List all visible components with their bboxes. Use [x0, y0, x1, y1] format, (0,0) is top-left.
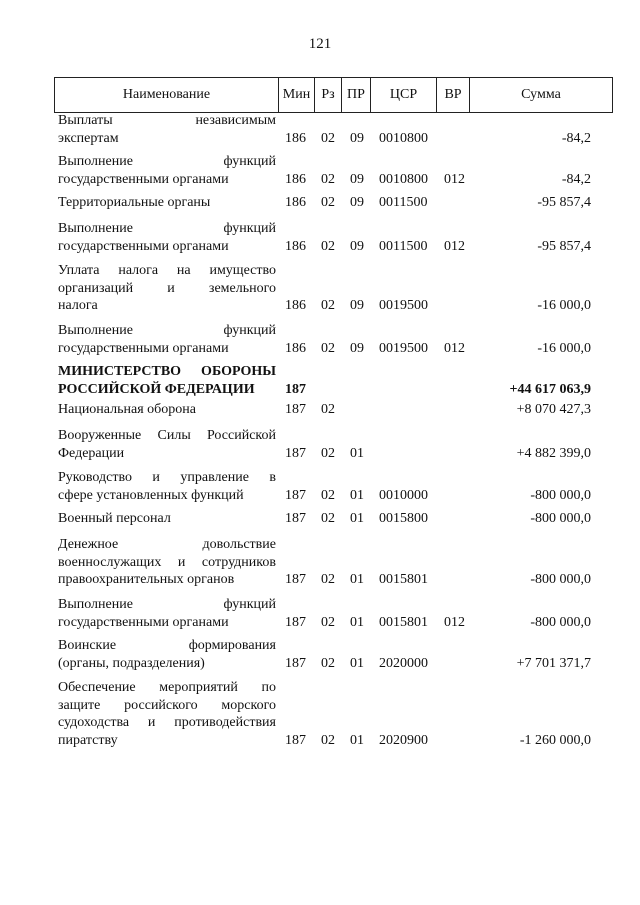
row-min: 187	[285, 511, 306, 526]
table-row	[54, 363, 613, 398]
row-csr: 0019500	[379, 298, 428, 313]
row-pr: 09	[350, 195, 364, 210]
row-sum: -95 857,4	[537, 238, 591, 254]
row-name-line: Выполнение функций	[58, 221, 276, 236]
row-min: 187	[285, 614, 306, 630]
row-name	[58, 536, 276, 589]
row-rz: 02	[321, 572, 335, 587]
row-pr: 01	[350, 655, 364, 671]
table-row	[54, 637, 613, 672]
page-number: 121	[308, 36, 332, 52]
row-rz: 02	[321, 655, 335, 671]
row-rz: 02	[321, 238, 335, 254]
row-name-line: Денежное довольствие	[58, 537, 276, 552]
row-csr: 0010000	[379, 487, 428, 503]
row-name	[58, 153, 276, 188]
row-rz: 02	[321, 511, 335, 526]
table-row	[54, 401, 613, 419]
row-min: 187	[285, 655, 306, 671]
row-sum: +4 882 399,0	[516, 445, 591, 461]
row-name	[58, 596, 276, 631]
row-pr: 09	[350, 171, 364, 187]
row-name	[58, 363, 276, 398]
row-name-line: Руководство и управление в	[58, 470, 276, 485]
row-min: 187	[285, 572, 306, 587]
row-pr: 01	[350, 614, 364, 630]
row-rz: 02	[321, 732, 335, 748]
row-name-line: экспертам	[58, 130, 119, 146]
row-csr: 2020900	[379, 732, 428, 748]
row-csr: 0015801	[379, 572, 428, 587]
table-header	[54, 77, 613, 113]
row-name-line: государственными органами	[58, 614, 229, 630]
row-rz: 02	[321, 171, 335, 187]
row-name-line: Национальная оборона	[58, 402, 196, 417]
row-sum: -84,2	[561, 171, 591, 187]
row-sum: -1 260 000,0	[519, 732, 591, 748]
header-name: Наименование	[55, 78, 279, 112]
row-name-line: Территориальные органы	[58, 195, 211, 210]
header-pr: ПР	[342, 78, 371, 112]
row-name-line: Федерации	[58, 445, 125, 461]
row-name	[58, 322, 276, 357]
row-pr: 09	[350, 130, 364, 146]
row-min: 186	[285, 171, 306, 187]
row-vr: 012	[444, 340, 465, 356]
row-name	[58, 220, 276, 255]
row-name	[58, 262, 276, 315]
row-name-line: Выплаты независимым	[58, 113, 276, 128]
row-sum: -95 857,4	[537, 195, 591, 210]
header-vr: ВР	[437, 78, 470, 112]
row-pr: 01	[350, 511, 364, 526]
row-min: 187	[285, 381, 306, 397]
row-pr: 09	[350, 340, 364, 356]
row-vr: 012	[444, 171, 465, 187]
table-row	[54, 194, 613, 212]
row-name-line: Выполнение функций	[58, 323, 276, 338]
row-name-line: (органы, подразделения)	[58, 655, 205, 671]
row-name-line: организаций и земельного	[58, 280, 276, 296]
table-row	[54, 469, 613, 504]
row-rz: 02	[321, 340, 335, 356]
row-sum: +7 701 371,7	[516, 655, 591, 671]
row-name	[58, 637, 276, 672]
row-name	[58, 469, 276, 504]
table-row	[54, 596, 613, 631]
row-name-line: военнослужащих и сотрудников	[58, 554, 276, 570]
row-name-line: правоохранительных органов	[58, 572, 235, 587]
row-name-line: Вооруженные Силы Российской	[58, 428, 276, 443]
table-row	[54, 220, 613, 255]
row-name-line: Воинские формирования	[58, 638, 276, 653]
row-sum: +44 617 063,9	[509, 381, 591, 397]
row-name-line: Уплата налога на имущество	[58, 263, 276, 278]
table-row	[54, 322, 613, 357]
header-rz: Рз	[315, 78, 342, 112]
table-row	[54, 679, 613, 749]
row-csr: 0015801	[379, 614, 428, 630]
table-row	[54, 510, 613, 528]
table-row	[54, 427, 613, 462]
row-csr: 0011500	[379, 238, 428, 254]
row-min: 187	[285, 487, 306, 503]
row-name-line: государственными органами	[58, 340, 229, 356]
row-pr: 01	[350, 445, 364, 461]
row-name-line: пиратству	[58, 732, 118, 748]
table-row	[54, 112, 613, 147]
row-min: 187	[285, 445, 306, 461]
header-csr: ЦСР	[371, 78, 437, 112]
row-pr: 01	[350, 732, 364, 748]
row-rz: 02	[321, 298, 335, 313]
row-rz: 02	[321, 445, 335, 461]
row-sum: -16 000,0	[537, 340, 591, 356]
row-name	[58, 401, 276, 419]
row-min: 186	[285, 130, 306, 146]
row-sum: -84,2	[561, 130, 591, 146]
row-csr: 2020000	[379, 655, 428, 671]
row-sum: -800 000,0	[530, 487, 591, 503]
row-name-line: РОССИЙСКОЙ ФЕДЕРАЦИИ	[58, 381, 255, 397]
row-name-line: Военный персонал	[58, 511, 171, 526]
row-name	[58, 194, 276, 212]
row-csr: 0010800	[379, 130, 428, 146]
header-sum: Сумма	[521, 87, 561, 102]
row-csr: 0011500	[379, 195, 428, 210]
row-name	[58, 510, 276, 528]
row-name-line: Выполнение функций	[58, 154, 276, 169]
row-sum: -800 000,0	[530, 511, 591, 526]
row-name-line: государственными органами	[58, 238, 229, 254]
row-sum: -800 000,0	[530, 572, 591, 587]
row-name-line: Обеспечение мероприятий по	[58, 680, 276, 695]
row-name-line: налога	[58, 298, 98, 313]
row-min: 186	[285, 195, 306, 210]
row-csr: 0015800	[379, 511, 428, 526]
table-row	[54, 153, 613, 188]
row-min: 186	[285, 340, 306, 356]
row-min: 186	[285, 298, 306, 313]
row-rz: 02	[321, 130, 335, 146]
row-vr: 012	[444, 238, 465, 254]
row-sum: -800 000,0	[530, 614, 591, 630]
row-rz: 02	[321, 487, 335, 503]
row-name	[58, 112, 276, 147]
row-name-line: МИНИСТЕРСТВО ОБОРОНЫ	[58, 364, 276, 379]
row-name-line: сфере установленных функций	[58, 487, 244, 503]
header-min: Мин	[279, 78, 315, 112]
row-rz: 02	[321, 402, 335, 417]
row-pr: 01	[350, 487, 364, 503]
row-name	[58, 679, 276, 749]
row-name-line: Выполнение функций	[58, 597, 276, 612]
row-pr: 01	[350, 572, 364, 587]
row-min: 187	[285, 402, 306, 417]
table-row	[54, 262, 613, 315]
row-sum: +8 070 427,3	[516, 402, 591, 417]
row-vr: 012	[444, 614, 465, 630]
table-row	[54, 536, 613, 589]
row-csr: 0010800	[379, 171, 428, 187]
row-sum: -16 000,0	[537, 298, 591, 313]
row-rz: 02	[321, 195, 335, 210]
row-rz: 02	[321, 614, 335, 630]
row-csr: 0019500	[379, 340, 428, 356]
row-name-line: судоходства и противодействия	[58, 715, 276, 730]
row-min: 186	[285, 238, 306, 254]
row-pr: 09	[350, 238, 364, 254]
row-pr: 09	[350, 298, 364, 313]
row-name	[58, 427, 276, 462]
row-name-line: государственными органами	[58, 171, 229, 187]
row-name-line: защите российского морского	[58, 697, 276, 713]
row-min: 187	[285, 732, 306, 748]
